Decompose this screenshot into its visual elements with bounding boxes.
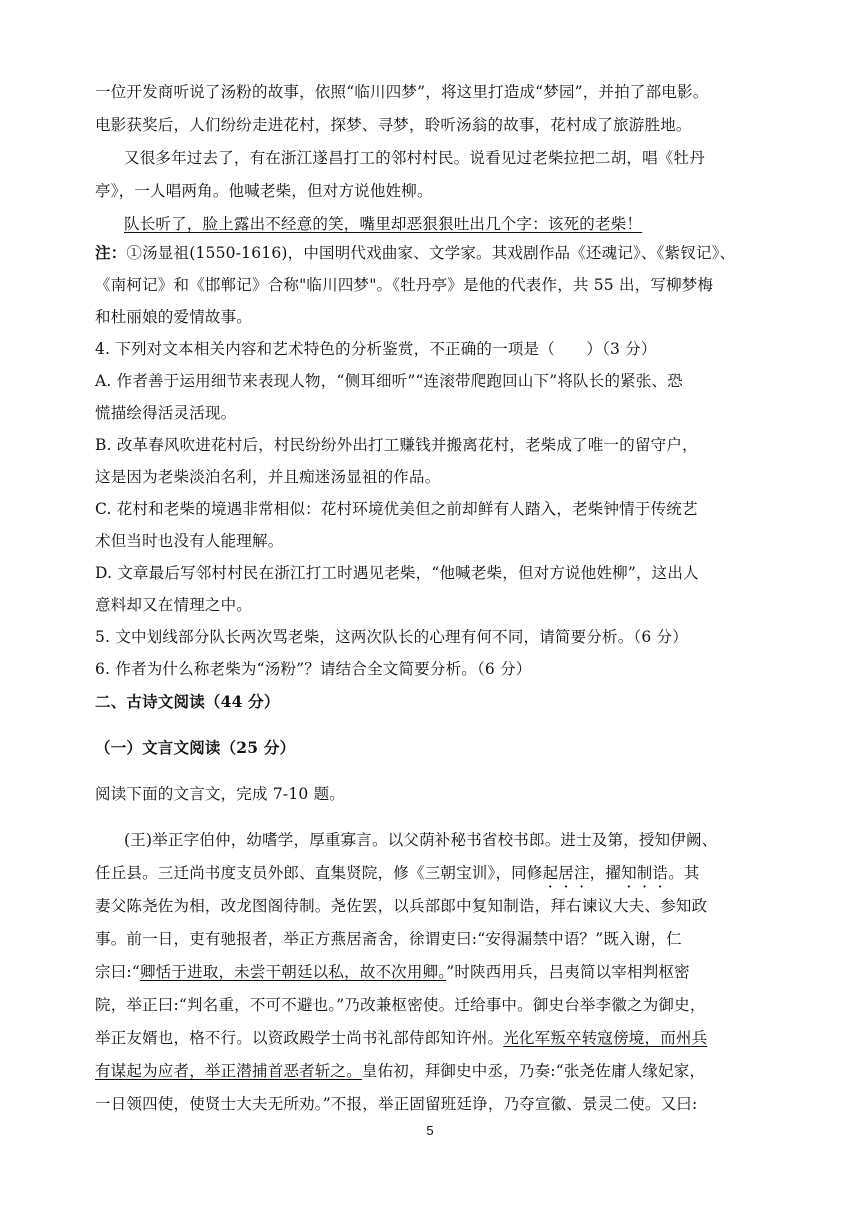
note-line-3: 和杜丽娘的爱情故事。 xyxy=(95,308,253,326)
page-number: 5 xyxy=(426,1123,434,1138)
dotted-char-zhi2: 制 xyxy=(636,864,653,882)
wenyan-line-6: 院，举正曰:“判名重，不可不避也。”乃改兼枢密使。迁给事中。御史台举李徽之为御史， xyxy=(95,996,706,1014)
wenyan-line-5-text-b: ”时陕西用兵，吕夷简以宰相判枢密 xyxy=(446,963,690,981)
dotted-char-qi: 起 xyxy=(542,864,559,882)
option-c-line-2: 术但当时也没有人能理解。 xyxy=(95,532,284,550)
wenyan-line-2-text-b: ，擢 xyxy=(589,864,622,882)
wenyan-line-2 xyxy=(95,863,775,883)
wenyan-line-5-text-a: 宗曰:“ xyxy=(95,963,140,981)
wenyan-line-1: (王)举正字伯仲，幼嗜学，厚重寡言。以父荫补秘书省校书郎。进士及第，授知伊阙、 xyxy=(124,831,718,849)
section-heading: 二、古诗文阅读（44 分） xyxy=(95,692,280,711)
reading-instruction: 阅读下面的文言文，完成 7-10 题。 xyxy=(95,785,345,803)
wenyan-line-7 xyxy=(95,1028,775,1048)
wenyan-line-2-text-c: 。其 xyxy=(668,864,700,882)
story-line-2: 电影获奖后，人们纷纷走进花村，探梦、寻梦，聆听汤翁的故事，花村成了旅游胜地。 xyxy=(95,116,692,134)
dotted-char-zhi: 知 xyxy=(621,864,637,882)
option-b-line-1: B. 改革春风吹进花村后，村民纷纷外出打工赚钱并搬离花村，老柴成了唯一的留守户， xyxy=(95,436,698,454)
wenyan-line-8 xyxy=(95,1061,775,1081)
note-line-2: 《南柯记》和《邯郸记》合称"临川四梦"。《牡丹亭》是他的代表作，共 55 出，写柳梦梅 xyxy=(95,276,714,294)
subsection-heading: （一）文言文阅读（25 分） xyxy=(95,738,296,757)
option-a-line-1: A. 作者善于运用细节来表现人物，“侧耳细听”“连滚带爬跑回山下”将队长的紧张、恐 xyxy=(95,372,683,390)
option-d-line-1: D. 文章最后写邻村村民在浙江打工时遇见老柴，“他喊老柴，但对方说他姓柳”，这出人 xyxy=(95,564,699,582)
dotted-char-zhu: 注 xyxy=(573,864,590,882)
option-d-line-2: 意料却又在情理之中。 xyxy=(95,596,253,614)
story-line-4: 亭》，一人唱两角。他喊老柴，但对方说他姓柳。 xyxy=(95,182,433,200)
wenyan-line-2-text-a: 任丘县。三迁尚书度支员外郎、直集贤院，修《三朝宝训》，同修 xyxy=(95,864,543,882)
option-b-line-2: 这是因为老柴淡泊名利，并且痴迷汤显祖的作品。 xyxy=(95,468,441,486)
question-5: 5. 文中划线部分队长两次骂老柴，这两次队长的心理有何不同，请简要分析。（6 分） xyxy=(95,628,688,646)
note-line-1 xyxy=(95,243,775,263)
wenyan-line-7-text: 举正友婿也，格不行。以资政殿学士尚书礼部侍郎知许州。 xyxy=(95,1029,504,1047)
story-underlined-line: 队长听了，脸上露出不经意的笑，嘴里却恶狠狠吐出几个字：该死的老柴！ xyxy=(124,215,643,233)
story-line-1: 一位开发商听说了汤粉的故事，依照“临川四梦”，将这里打造成“梦园”，并拍了部电影。 xyxy=(95,83,709,101)
question-6: 6. 作者为什么称老柴为“汤粉”？请结合全文简要分析。（6 分） xyxy=(95,660,532,678)
question-4-stem: 4. 下列对文本相关内容和艺术特色的分析鉴赏，不正确的一项是（ ）（3 分） xyxy=(95,340,657,358)
wenyan-line-5 xyxy=(95,962,775,982)
note-label: 注： xyxy=(95,243,127,262)
wenyan-line-9: 一日领四使，使贤士大夫无所劝。”不报，举正固留班廷诤，乃夺宣徽、景灵二使。又曰: xyxy=(95,1095,698,1113)
wenyan-line-8-text: 皇佑初，拜御史中丞，乃奏:“张尧佐庸人缘妃家， xyxy=(361,1062,706,1080)
wenyan-line-4: 事。前一日，吏有驰报者，举正方燕居斋舍，徐谓吏曰:“安得漏禁中语？”既入谢，仁 xyxy=(95,930,682,948)
underlined-sentence-2-part-1: 光化军叛卒转寇傍境，而州兵 xyxy=(503,1029,708,1047)
option-a-line-2: 慌描绘得活灵活现。 xyxy=(95,404,237,422)
wenyan-line-3: 妻父陈尧佐为相，改龙图阁待制。尧佐罢，以兵部郎中复知制诰，拜右谏议大夫、参知政 xyxy=(95,897,708,915)
dotted-char-ju: 居 xyxy=(558,864,574,882)
underlined-sentence-1: 卿恬于进取，未尝干朝廷以私，故不次用卿。 xyxy=(139,963,447,981)
note-text-1: ①汤显祖(1550-1616)，中国明代戏曲家、文学家。其戏剧作品《还魂记》、《紫钗记》、 xyxy=(126,244,736,262)
story-line-3: 又很多年过去了，有在浙江遂昌打工的邻村村民。说看见过老柴拉把二胡，唱《牡丹 xyxy=(124,149,705,167)
underlined-sentence-2-part-2: 有谋起为应者，举正潜捕首恶者斩之。 xyxy=(95,1062,362,1080)
option-c-line-1: C. 花村和老柴的境遇非常相似：花村环境优美但之前却鲜有人踏入，老柴钟情于传统艺 xyxy=(95,500,698,518)
dotted-char-gao: 诰 xyxy=(652,864,669,882)
